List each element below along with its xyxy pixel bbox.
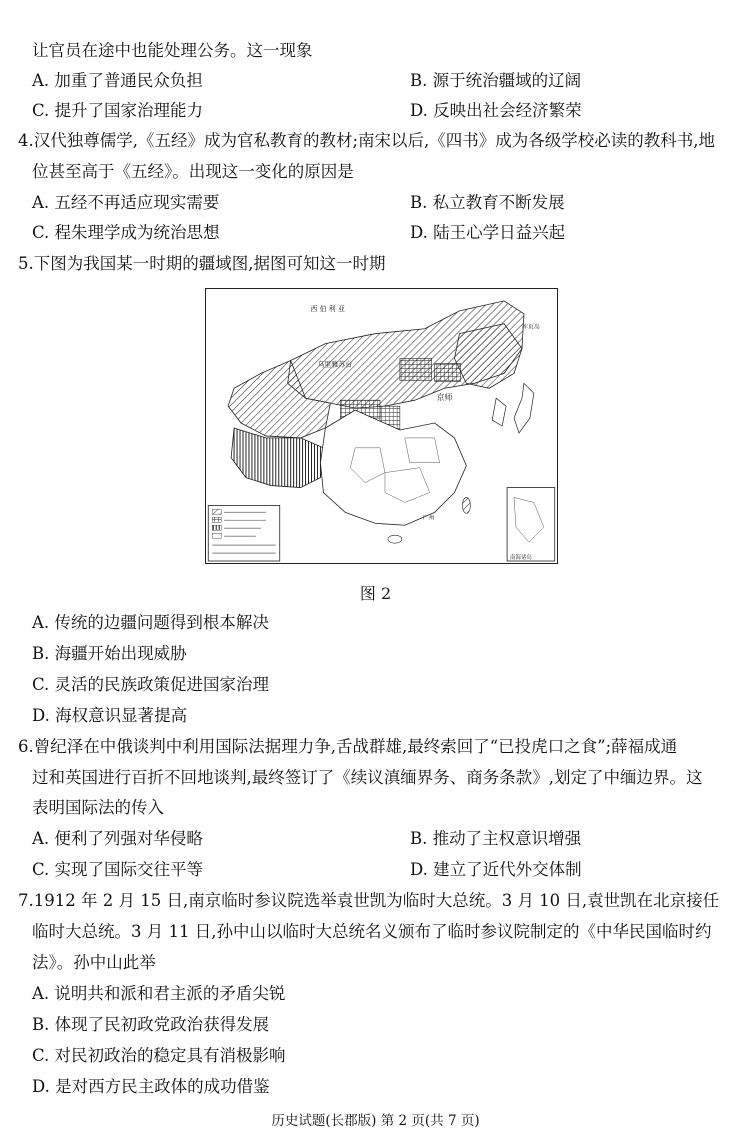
q4-stem-line1: 4.汉代独尊儒学,《五经》成为官私教育的教材;南宋以后,《四书》成为各级学校必读的教科书,地 (18, 131, 716, 150)
q7-stem-line3: 法》。孙中山此举 (32, 953, 156, 972)
map-label-uliastai: 乌里雅苏台 (317, 360, 353, 369)
q5-option-c: C. 灵活的民族政策促进国家治理 (32, 675, 270, 694)
q6-stem-line1: 6.曾纪泽在中俄谈判中利用国际法据理力争,舌战群雄,最终索回了“已投虎口之食”;薛福成通 (18, 737, 678, 756)
q3-option-b: B. 源于统治疆域的辽阔 (410, 71, 582, 90)
q6-option-a: A. 便利了列强对华侵略 (32, 829, 203, 848)
q7-option-d: D. 是对西方民主政体的成功借鉴 (32, 1077, 270, 1096)
q6-stem-line3: 表明国际法的传入 (32, 798, 164, 817)
q3-option-c: C. 提升了国家治理能力 (32, 101, 204, 120)
q3-stem-tail: 让官员在途中也能处理公务。这一现象 (32, 41, 313, 60)
q3-option-d: D. 反映出社会经济繁荣 (410, 101, 582, 120)
territory-map-figure (205, 288, 558, 564)
q6-option-c: C. 实现了国际交往平等 (32, 860, 204, 879)
map-label-guangzhou: 广州 (422, 514, 435, 522)
q6-option-d: D. 建立了近代外交体制 (410, 860, 582, 879)
q4-option-c: C. 程朱理学成为统治思想 (32, 223, 220, 242)
q6-stem-line2: 过和英国进行百折不回地谈判,最终签订了《续议滇缅界务、商务条款》,划定了中缅边界。这 (32, 768, 703, 787)
q5-option-b: B. 海疆开始出现威胁 (32, 644, 187, 663)
q7-option-a: A. 说明共和派和君主派的矛盾尖锐 (32, 984, 286, 1003)
q7-option-b: B. 体现了民初政党政治获得发展 (32, 1015, 270, 1034)
q4-option-b: B. 私立教育不断发展 (410, 193, 565, 212)
q4-stem-line2: 位甚至高于《五经》。出现这一变化的原因是 (32, 162, 354, 181)
map-label-capital: 京师 (436, 393, 453, 403)
territory-map (206, 289, 557, 563)
map-label-siberia: 西 伯 利 亚 (310, 304, 345, 313)
q5-stem-line1: 5.下图为我国某一时期的疆域图,据图可知这一时期 (18, 254, 386, 273)
map-label-south-sea: 南海诸岛 (510, 555, 532, 562)
q6-option-b: B. 推动了主权意识增强 (410, 829, 582, 848)
q7-stem-line2: 临时大总统。3 月 11 日,孙中山以临时大总统名义颁布了临时参议院制定的《中华民国临时约 (32, 922, 712, 941)
q7-stem-line1: 7.1912 年 2 月 15 日,南京临时参议院选举袁世凯为临时大总统。3 月 10 日,袁世凯在北京接任 (18, 891, 720, 910)
figure-caption: 图 2 (359, 584, 392, 603)
page-footer: 历史试题(长郡版) 第 2 页(共 7 页) (271, 1113, 480, 1129)
q4-option-a: A. 五经不再适应现实需要 (32, 193, 220, 212)
q5-option-a: A. 传统的边疆问题得到根本解决 (32, 613, 269, 632)
q3-option-a: A. 加重了普通民众负担 (32, 71, 203, 90)
q7-option-c: C. 对民初政治的稳定具有消极影响 (32, 1046, 286, 1065)
map-label-sakhalin: 库页岛 (521, 323, 540, 331)
q5-option-d: D. 海权意识显著提高 (32, 706, 188, 725)
q4-option-d: D. 陆王心学日益兴起 (410, 223, 566, 242)
